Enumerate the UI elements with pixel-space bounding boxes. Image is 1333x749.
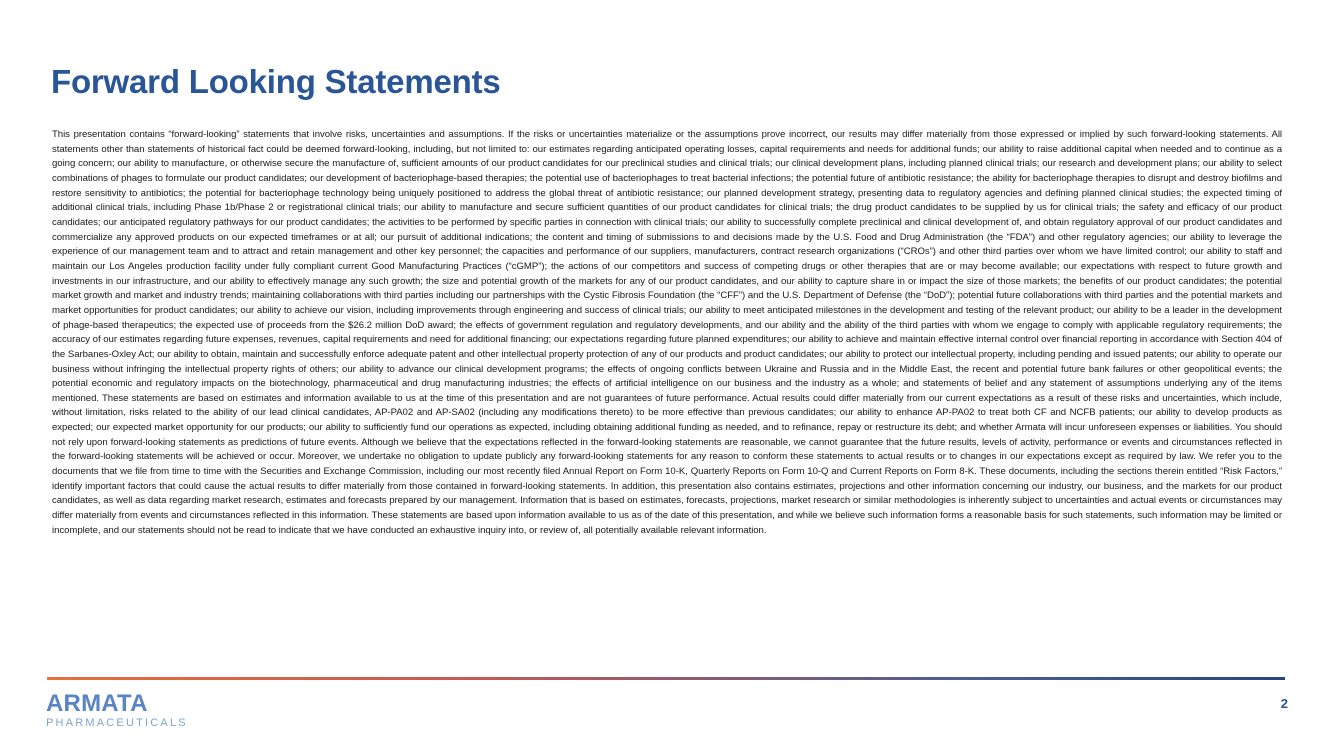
logo-wordmark: ARMATA bbox=[46, 690, 148, 717]
slide-title: Forward Looking Statements bbox=[51, 63, 501, 100]
company-logo bbox=[46, 690, 188, 732]
footer-divider bbox=[47, 677, 1285, 680]
disclaimer-paragraph: This presentation contains “forward-looking” statements that involve risks, uncertainties and assumptions. If the risks or uncertainties materialize or the assumptions prove incorrect, our results may differ materially from those expressed or implied by such forward-looking statements. All statements other than statements of historical fact could be deemed forward-looking, including, but not limited to: our estimates regarding anticipated operating losses, capital requirements and needs for additional funds; our ability to raise additional capital when needed and to continue as a going concern; our ability to manufacture, or otherwise secure the manufacture of, sufficient amounts of our product candidates for our preclinical studies and clinical trials; our clinical development plans, including planned clinical trials; our research and development plans; our ability to select combinations of phages to formulate our product candidates; our development of bacteriophage-based therapies; the potential use of bacteriophages to treat bacterial infections; the potential future of antibiotic resistance; the ability for bacteriophage therapies to disrupt and destroy biofilms and restore sensitivity to antibiotics; the potential for bacteriophage technology being uniquely positioned to address the global threat of antibiotic resistance; our planned development strategy, presenting data to regulatory agencies and defining planned clinical studies; the expected timing of additional clinical trials, including Phase 1b/Phase 2 or registrational clinical trials; our ability to manufacture and secure sufficient quantities of our product candidates for clinical trials; the drug product candidates to be supplied by us for clinical trials; the safety and efficacy of our product candidates; our anticipated regulatory pathways for our product candidates; the activities to be performed by specific parties in connection with clinical trials; our ability to successfully complete preclinical and clinical development of, and obtain regulatory approval of our product candidates and commercialize any approved products on our expected timeframes or at all; our pursuit of additional indications; the content and timing of submissions to and decisions made by the U.S. Food and Drug Administration (the “FDA”) and other regulatory agencies; our ability to leverage the experience of our management team and to attract and retain management and other key personnel; the capacities and performance of our suppliers, manufacturers, contract research organizations (“CROs”) and other third parties over whom we have limited control; our ability to staff and maintain our Los Angeles production facility under fully compliant current Good Manufacturing Practices (“cGMP”); the actions of our competitors and success of competing drugs or other therapies that are or may become available; our expectations with respect to future growth and investments in our infrastructure, and our ability to effectively manage any such growth; the size and potential growth of the markets for any of our product candidates, and our ability to capture share in or impact the size of those markets; the benefits of our product candidates; the potential market growth and market and industry trends; maintaining collaborations with third parties including our partnerships with the Cystic Fibrosis Foundation (the “CFF”) and the U.S. Department of Defense (the “DoD”); potential future collaborations with third parties and the potential markets and market opportunities for product candidates; our ability to achieve our vision, including improvements through engineering and success of clinical trials; our ability to meet anticipated milestones in the development and testing of the relevant product; our ability to be a leader in the development of phage-based therapeutics; the expected use of proceeds from the $26.2 million DoD award; the effects of government regulation and regulatory developments, and our ability and the ability of the third parties with whom we engage to comply with applicable regulatory requirements; the accuracy of our estimates regarding future expenses, revenues, capital requirements and need for additional financing; our expectations regarding future planned expenditures; our ability to achieve and maintain effective internal control over financial reporting in accordance with Section 404 of the Sarbanes-Oxley Act; our ability to obtain, maintain and successfully enforce adequate patent and other intellectual property protection of any of our products and product candidates; our ability to protect our intellectual property, including pending and issued patents; our ability to operate our business without infringing the intellectual property rights of others; our ability to advance our clinical development programs; the effects of ongoing conflicts between Ukraine and Russia and in the Middle East, the recent and potential future bank failures or other geopolitical events; the potential economic and regulatory impacts on the biotechnology, pharmaceutical and drug manufacturing industries; the effects of artificial intelligence on our business and the industry as a whole; and statements of belief and any statement of assumptions underlying any of the items mentioned. These statements are based on estimates and information available to us at the time of this presentation and are not guarantees of future performance. Actual results could differ materially from our current expectations as a result of these risks and uncertainties, which include, without limitation, risks related to the ability of our lead clinical candidates, AP-PA02 and AP-SA02 (including any modifications thereto) to be more effective than previous candidates; our ability to enhance AP-PA02 to treat both CF and NCFB patients; our ability to develop products as expected; our expected market opportunity for our products; our ability to sufficiently fund our operations as expected, including obtaining additional funding as needed, and to refinance, repay or restructure its debt; and whether Armata will incur unforeseen expenses or liabilities. You should not rely upon forward-looking statements as predictions of future events. Although we believe that the expectations reflected in the forward-looking statements are reasonable, we cannot guarantee that the future results, levels of activity, performance or events and circumstances reflected in the forward-looking statements will be achieved or occur. Moreover, we undertake no obligation to update publicly any forward-looking statements for any reason to conform these statements to actual results or to changes in our expectations except as required by law. We refer you to the documents that we file from time to time with the Securities and Exchange Commission, including our most recently filed Annual Report on Form 10-K, Quarterly Reports on Form 10-Q and Current Reports on Form 8-K. These documents, including the sections therein entitled “Risk Factors,” identify important factors that could cause the actual results to differ materially from those contained in forward-looking statements. In addition, this presentation also contains estimates, projections and other information concerning our industry, our business, and the markets for our product candidates, as well as data regarding market research, estimates and forecasts prepared by our management. Information that is based on estimates, forecasts, projections, market research or similar methodologies is inherently subject to uncertainties and actual events or circumstances may differ materially from events and circumstances reflected in this information. These statements are based upon information available to us as of the date of this presentation, and while we believe such information forms a reasonable basis for such statements, such information may be limited or incomplete, and our statements should not be read to indicate that we have conducted an exhaustive inquiry into, or review of, all potentially available relevant information. bbox=[52, 129, 1282, 536]
logo-subtitle: PHARMACEUTICALS bbox=[46, 717, 188, 729]
page-number: 2 bbox=[1280, 696, 1288, 711]
